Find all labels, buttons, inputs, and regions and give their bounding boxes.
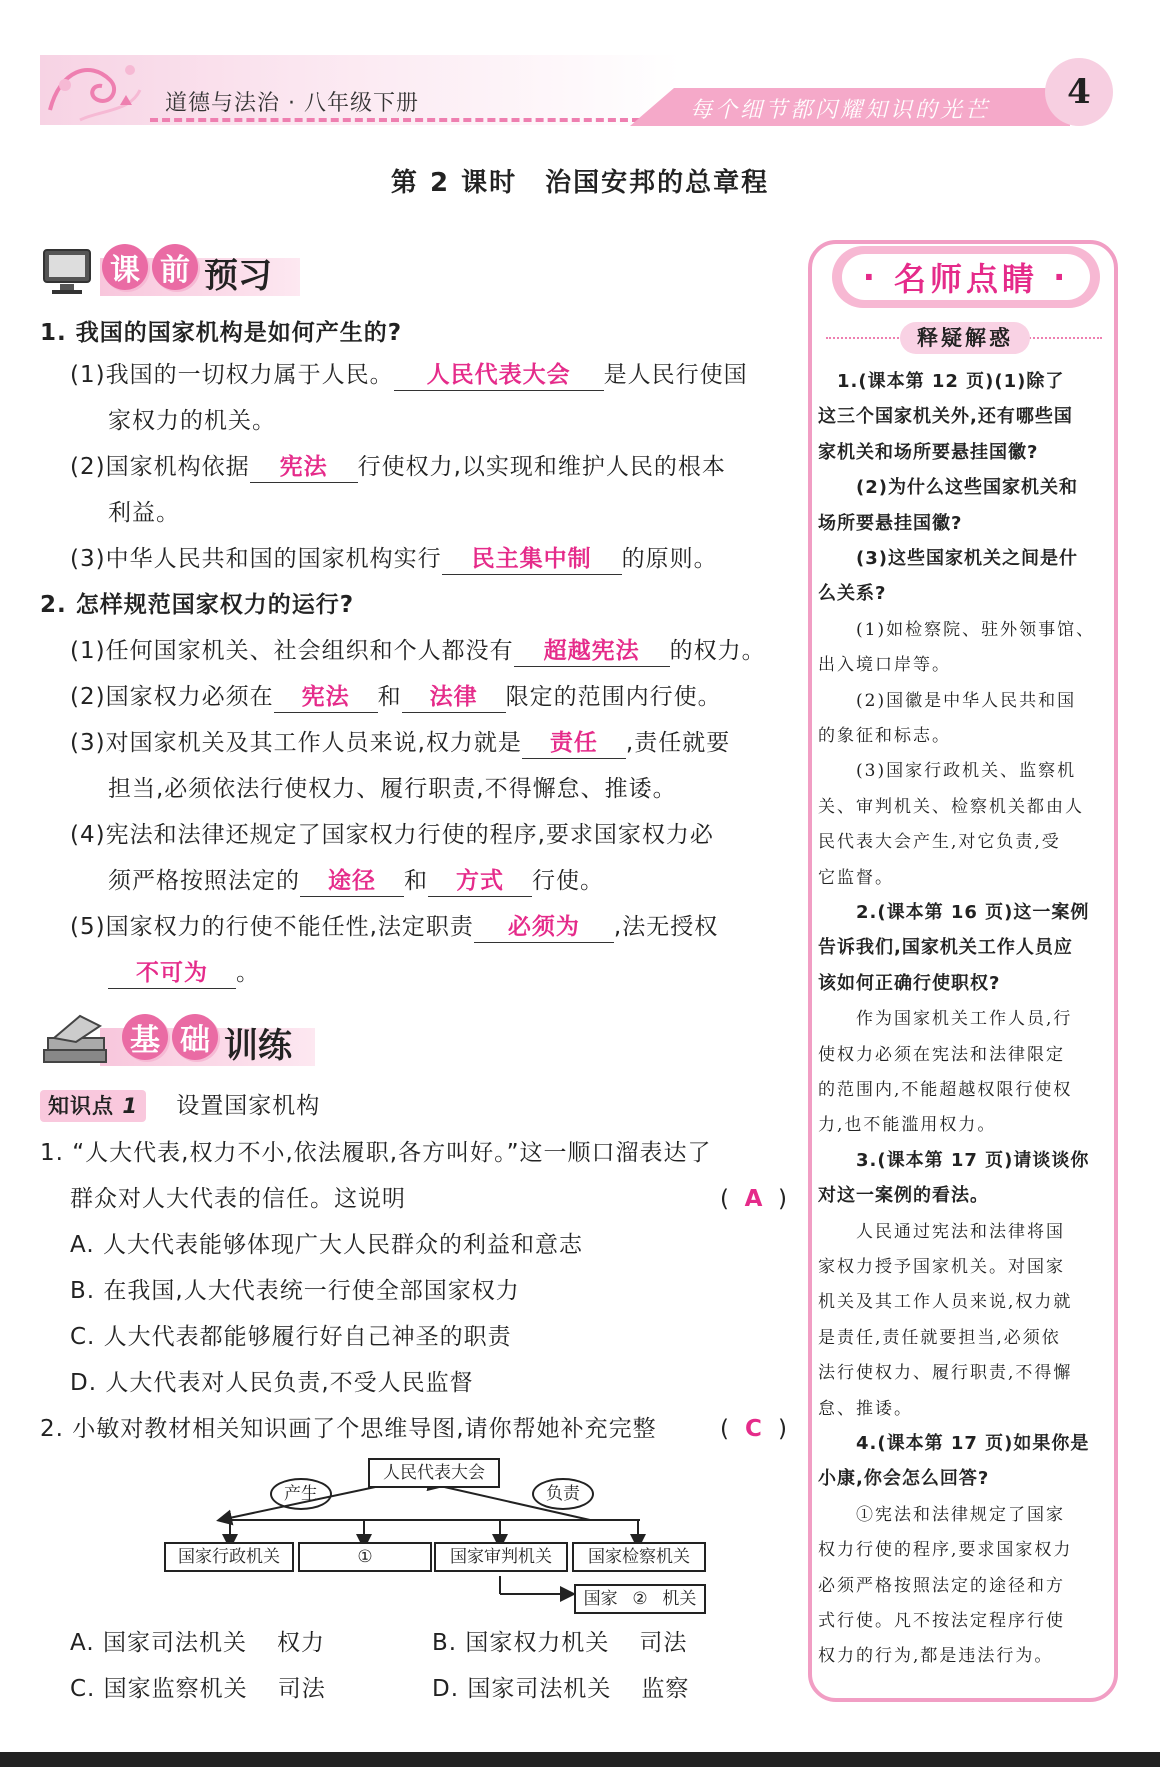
- sidebar-line: 民代表大会产生,对它负责,受: [818, 832, 1061, 853]
- question-line: 1. “人大代表,权力不小,依法履职,各方叫好。”这一顺口溜表达了: [40, 1140, 712, 1166]
- section-label: 预习: [204, 256, 272, 296]
- section-label: 训练: [224, 1026, 292, 1066]
- kp-number: 1: [122, 1094, 138, 1118]
- section-preview-banner: [40, 240, 300, 302]
- option-d: D. 人大代表对人民负责,不受人民监督: [70, 1370, 474, 1396]
- answer-blank: 责任: [522, 728, 626, 759]
- blank-number: ②: [623, 1586, 657, 1613]
- text: ,法无授权: [613, 914, 719, 940]
- text: ,责任就要: [625, 730, 731, 756]
- sidebar-line: 权力行使的程序,要求国家权力: [818, 1540, 1073, 1561]
- sidebar-line: 权力的行为,都是违法行为。: [818, 1646, 1054, 1667]
- answer-blank: 宪法: [274, 682, 378, 713]
- sidebar-line: 它监督。: [818, 867, 894, 888]
- sidebar-line: 对这一案例的看法。: [818, 1185, 989, 1207]
- sidebar-line: 关、审判机关、检察机关都由人: [818, 796, 1084, 817]
- sidebar-line: (2)为什么这些国家机关和: [818, 477, 1078, 499]
- text: 和: [404, 868, 428, 894]
- question-line: [70, 360, 748, 391]
- lesson-title: 第 2 课时 治国安邦的总章程: [390, 168, 770, 198]
- text: (5)国家权力的行使不能任性,法定职责: [70, 914, 474, 940]
- text: D. 国家司法机关: [432, 1676, 612, 1702]
- question-line: [108, 866, 604, 897]
- sidebar-line: 人民通过宪法和法律将国: [818, 1221, 1065, 1242]
- question-line: [70, 544, 718, 575]
- text: 行使。: [532, 868, 604, 894]
- sidebar-line: 3.(课本第 17 页)请谈谈你: [818, 1149, 1090, 1171]
- sidebar-line: 使权力必须在宪法和法律限定: [818, 1044, 1065, 1065]
- text: 司法: [639, 1630, 688, 1656]
- sidebar-line: 告诉我们,国家机关工作人员应: [818, 937, 1073, 959]
- answer-bracket: ( C ): [720, 1416, 788, 1442]
- sidebar-title-text: 名师点睛: [893, 260, 1038, 298]
- bottom-bar: [0, 1752, 1160, 1767]
- diagram-tag-left: 产生: [270, 1478, 332, 1510]
- text: 行使权力,以实现和维护人民的根本: [357, 454, 726, 480]
- sidebar-line: 小康,你会怎么回答?: [818, 1468, 990, 1490]
- answer-blank: 法律: [402, 682, 506, 713]
- diagram-node-blank-2: [574, 1584, 706, 1614]
- question-line: [70, 452, 726, 483]
- answer-blank: 方式: [428, 866, 532, 897]
- question-title: 2. 怎样规范国家权力的运行?: [40, 592, 355, 618]
- sidebar-line: 家权力授予国家机关。对国家: [818, 1257, 1065, 1277]
- option-c: [70, 1674, 326, 1704]
- answer-bracket: ( A ): [720, 1186, 788, 1212]
- sidebar-line: 式行使。凡不按法定程序行使: [818, 1611, 1065, 1631]
- text: (2)国家机构依据: [70, 454, 250, 480]
- sidebar-line: 是责任,责任就要担当,必须依: [818, 1327, 1061, 1348]
- sidebar-line: 必须严格按照法定的途径和方: [818, 1575, 1065, 1596]
- question-line: 家权力的机关。: [108, 408, 276, 434]
- banner-bubble: 前: [152, 244, 198, 290]
- answer-letter: C: [745, 1416, 763, 1442]
- sidebar-title: · 名师点睛 ·: [842, 254, 1090, 300]
- text: 国家: [583, 1589, 618, 1609]
- text: 的权力。: [669, 638, 766, 664]
- option-c: C. 人大代表都能够履行好自己神圣的职责: [70, 1324, 512, 1350]
- answer-letter: A: [744, 1186, 764, 1212]
- sidebar-line: 1.(课本第 12 页)(1)除了: [818, 371, 1065, 392]
- sidebar-line: 该如何正确行使职权?: [818, 972, 1001, 994]
- answer-blank: 人民代表大会: [394, 360, 604, 391]
- kp-tag-label: 知识点: [48, 1094, 114, 1118]
- question-line: [70, 912, 718, 943]
- text: 须严格按照法定的: [108, 868, 300, 894]
- question-line: 担当,必须依法行使权力、履行职责,不得懈怠、推诿。: [108, 776, 677, 802]
- knowledge-point-heading: [40, 1090, 320, 1122]
- sidebar-line: (3)这些国家机关之间是什: [818, 548, 1078, 569]
- question-line: 群众对人大代表的信任。这说明: [70, 1186, 406, 1212]
- book-title: 道德与法治 · 八年级下册: [165, 91, 419, 116]
- sidebar-line: 家机关和场所要悬挂国徽?: [818, 441, 1039, 463]
- option-b: B. 在我国,人大代表统一行使全部国家权力: [70, 1278, 520, 1304]
- answer-blank: 宪法: [250, 452, 358, 483]
- text: 和: [377, 684, 402, 710]
- text: B. 国家权力机关: [432, 1630, 610, 1656]
- kp-title: 设置国家机构: [176, 1093, 321, 1119]
- text: (2)国家权力必须在: [70, 684, 274, 710]
- question-line: [70, 682, 722, 713]
- page-number: 4: [1045, 58, 1113, 126]
- section-basic-banner: [40, 1010, 320, 1072]
- answer-blank: 不可为: [108, 958, 236, 989]
- question-line: [70, 728, 730, 759]
- text: (3)对国家机关及其工作人员来说,权力就是: [70, 730, 522, 756]
- text: C. 国家监察机关: [70, 1676, 248, 1702]
- question-line: [108, 958, 260, 989]
- books-icon: [40, 1012, 112, 1070]
- answer-blank: 超越宪法: [514, 636, 670, 667]
- question-line: (4)宪法和法律还规定了国家权力行使的程序,要求国家权力必: [70, 822, 714, 848]
- answer-blank: 必须为: [474, 912, 614, 943]
- sidebar-line: 出入境口岸等。: [818, 655, 951, 676]
- question-line: 2. 小敏对教材相关知识画了个思维导图,请你帮她补充完整: [40, 1416, 657, 1442]
- sidebar-line: ①宪法和法律规定了国家: [818, 1504, 1065, 1525]
- diagram-node: 国家检察机关: [572, 1542, 706, 1572]
- question-title: 1. 我国的国家机构是如何产生的?: [40, 320, 403, 346]
- sidebar-line: (2)国徽是中华人民共和国: [818, 690, 1077, 711]
- text: 是人民行使国: [603, 362, 748, 388]
- flourish-ornament-icon: [40, 50, 150, 130]
- diagram-node-top: 人民代表大会: [368, 1458, 500, 1488]
- sidebar-line: 的范围内,不能超越权限行使权: [818, 1080, 1073, 1100]
- banner-bubble: 课: [102, 244, 148, 290]
- text: 的原则。: [621, 546, 718, 572]
- text: 。: [236, 960, 260, 986]
- banner-bubble: 础: [172, 1014, 218, 1060]
- knowledge-point-tag: [40, 1090, 146, 1122]
- text: 监察: [641, 1676, 690, 1702]
- answer-blank: 民主集中制: [442, 544, 622, 575]
- text: 机关: [662, 1589, 697, 1609]
- sidebar-line: 机关及其工作人员来说,权力就: [818, 1292, 1073, 1313]
- sidebar-line: 么关系?: [818, 583, 887, 605]
- slogan-text: 每个细节都闪耀知识的光芒: [690, 98, 991, 123]
- sidebar-line: 怠、推诿。: [818, 1398, 913, 1419]
- sidebar-line: 这三个国家机关外,还有哪些国: [818, 406, 1073, 428]
- text: (3)中华人民共和国的国家机构实行: [70, 546, 442, 572]
- text: 司法: [277, 1676, 326, 1702]
- text: (1)任何国家机关、社会组织和个人都没有: [70, 638, 514, 664]
- sidebar-line: (1)如检察院、驻外领事馆、: [818, 619, 1096, 640]
- option-a: [70, 1628, 325, 1658]
- sidebar-line: 力,也不能滥用权力。: [818, 1115, 997, 1136]
- monitor-icon: [40, 246, 96, 296]
- sidebar-line: 的象征和标志。: [818, 726, 951, 746]
- sidebar-line: 法行使权力、履行职责,不得懈: [818, 1363, 1073, 1384]
- diagram-node: 国家行政机关: [164, 1542, 294, 1572]
- sidebar-line: 4.(课本第 17 页)如果你是: [818, 1433, 1090, 1454]
- text: A. 国家司法机关: [70, 1630, 247, 1656]
- option-b: [432, 1628, 687, 1658]
- option-a: A. 人大代表能够体现广大人民群众的利益和意志: [70, 1232, 583, 1258]
- question-line: 利益。: [108, 500, 180, 526]
- question-line: [70, 636, 766, 667]
- text: 权力: [276, 1630, 325, 1656]
- diagram-tag-right: 负责: [532, 1478, 594, 1510]
- text: (1)我国的一切权力属于人民。: [70, 362, 394, 388]
- option-d: [432, 1674, 689, 1704]
- text: 限定的范围内行使。: [505, 684, 722, 710]
- sidebar-line: 2.(课本第 16 页)这一案例: [818, 902, 1090, 923]
- sidebar-line: 场所要悬挂国徽?: [818, 512, 963, 534]
- banner-bubble: 基: [122, 1014, 168, 1060]
- header-divider: [150, 118, 640, 122]
- sidebar-subtitle: 释疑解惑: [900, 322, 1030, 354]
- diagram-node: 国家审判机关: [434, 1542, 568, 1572]
- sidebar-line: (3)国家行政机关、监察机: [818, 761, 1077, 782]
- diagram-node-blank-1: ①: [298, 1542, 432, 1572]
- sidebar-line: 作为国家机关工作人员,行: [818, 1009, 1073, 1030]
- answer-blank: 途径: [300, 866, 404, 897]
